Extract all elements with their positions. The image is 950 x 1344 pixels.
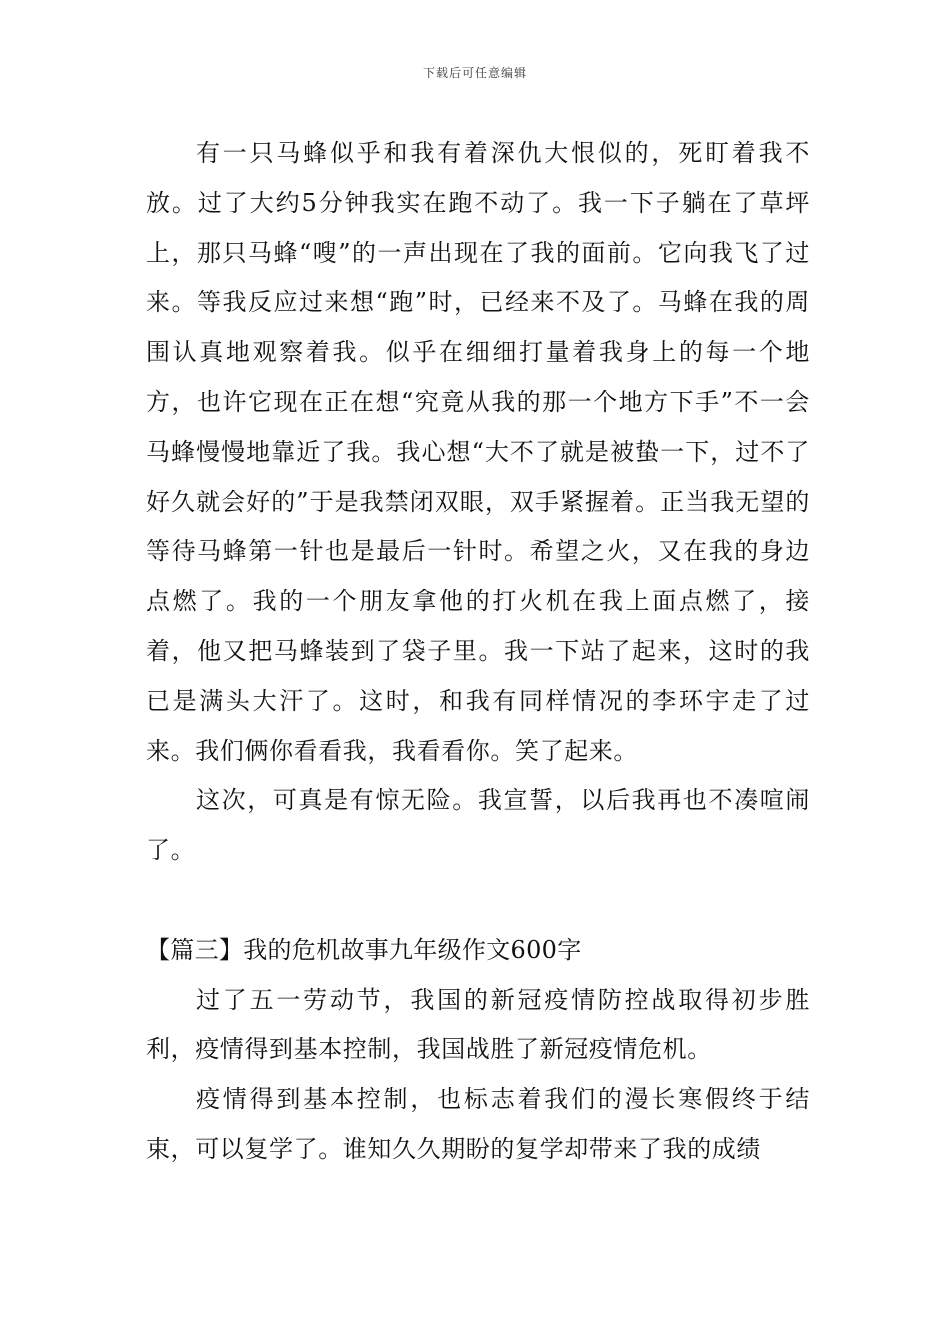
- page-header: 下载后可任意编辑: [422, 66, 527, 80]
- document-body: [146, 129, 810, 1175]
- paragraph-gap: [146, 876, 810, 926]
- section-title: 【篇三】我的危机故事九年级作文600字: [146, 935, 582, 964]
- paragraph-3: 过了五一劳动节，我国的新冠疫情防控战取得初步胜利，疫情得到基本控制，我国战胜了新冠疫情危机。: [146, 985, 810, 1064]
- paragraph-1: 有一只马蜂似乎和我有着深仇大恨似的，死盯着我不放。过了大约5分钟我实在跑不动了。我一下子躺在了草坪上，那只马蜂“嗖”的一声出现在了我的面前。它向我飞了过来。等我反应过来想“跑”时，已经来不及了。马蜂在我的周围认真地观察着我。似乎在细细打量着我身上的每一个地方，也许它现在正在想“究竟从我的那一个地方下手”不一会马蜂慢慢地靠近了我。我心想“大不了就是被蛰一下，过不了好久就会好的”于是我禁闭双眼，双手紧握着。正当我无望的等待马蜂第一针也是最后一针时。希望之火，又在我的身边点燃了。我的一个朋友拿他的打火机在我上面点燃了，接着，他又把马蜂装到了袋子里。我一下站了起来，这时的我已是满头大汗了。这时，和我有同样情况的李环宇走了过来。我们俩你看看我，我看看你。笑了起来。: [146, 139, 810, 765]
- paragraph-4: 疫情得到基本控制，也标志着我们的漫长寒假终于结束，可以复学了。谁知久久期盼的复学却带来了我的成绩: [146, 1085, 810, 1163]
- paragraph-2: 这次，可真是有惊无险。我宣誓，以后我再也不凑喧闹了。: [146, 786, 810, 865]
